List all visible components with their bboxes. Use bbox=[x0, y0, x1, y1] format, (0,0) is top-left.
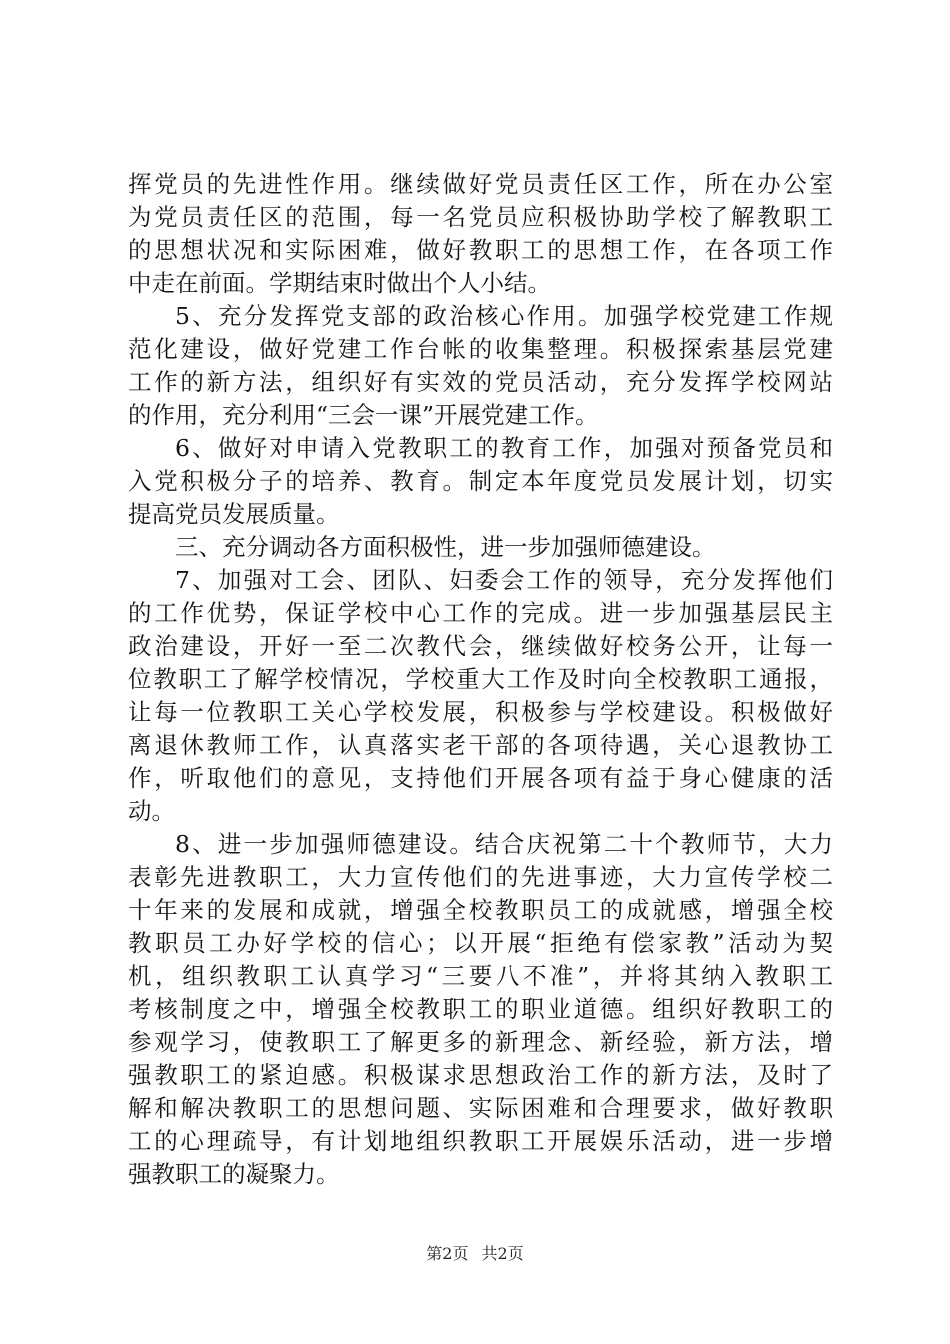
document-body bbox=[128, 168, 833, 1191]
text-line: 范化建设，做好党建工作台帐的收集整理。积极探索基层党建 bbox=[128, 335, 833, 363]
text-line: 政治建设，开好一至二次教代会，继续做好校务公开，让每一 bbox=[128, 632, 833, 660]
text-line: 十年来的发展和成就，增强全校教职员工的成就感，增强全校 bbox=[128, 896, 833, 924]
text-line: 7、加强对工会、团队、妇委会工作的领导，充分发挥他们 bbox=[175, 566, 833, 594]
section-heading-3 bbox=[128, 531, 833, 564]
text-line: 6、做好对申请入党教职工的教育工作，加强对预备党员和 bbox=[175, 434, 833, 462]
text-line: 离退休教师工作，认真落实老干部的各项待遇，关心退教协工 bbox=[128, 731, 833, 759]
page-footer bbox=[0, 1243, 950, 1265]
text-line: 的工作优势，保证学校中心工作的完成。进一步加强基层民主 bbox=[128, 599, 833, 627]
text-line: 工的心理疏导，有计划地组织教职工开展娱乐活动，进一步增 bbox=[128, 1127, 833, 1155]
text-line: 中走在前面。学期结束时做出个人小结。 bbox=[128, 269, 551, 297]
text-line: 考核制度之中，增强全校教职工的职业道德。组织好教职工的 bbox=[128, 995, 833, 1023]
text-line: 参观学习，使教职工了解更多的新理念、新经验，新方法，增 bbox=[128, 1028, 833, 1056]
text-line: 工作的新方法，组织好有实效的党员活动，充分发挥学校网站 bbox=[128, 368, 833, 396]
paragraph-item-7 bbox=[128, 564, 833, 828]
text-line: 提高党员发展质量。 bbox=[128, 500, 340, 528]
text-line: 表彰先进教职工，大力宣传他们的先进事迹，大力宣传学校二 bbox=[128, 863, 833, 891]
section-heading-text: 三、充分调动各方面积极性，进一步加强师德建设。 bbox=[175, 533, 716, 561]
text-line: 入党积极分子的培养、教育。制定本年度党员发展计划，切实 bbox=[128, 467, 833, 495]
paragraph-item-8 bbox=[128, 828, 833, 1191]
page-number: 第2页 bbox=[426, 1244, 469, 1263]
text-line: 位教职工了解学校情况，学校重大工作及时向全校教职工通报， bbox=[128, 665, 833, 693]
text-line: 解和解决教职工的思想问题、实际困难和合理要求，做好教职 bbox=[128, 1094, 833, 1122]
text-line: 的思想状况和实际困难，做好教职工的思想工作，在各项工作 bbox=[128, 236, 833, 264]
text-line: 挥党员的先进性作用。继续做好党员责任区工作，所在办公室 bbox=[128, 170, 833, 198]
text-line: 强教职工的紧迫感。积极谋求思想政治工作的新方法，及时了 bbox=[128, 1061, 833, 1089]
paragraph-item-6 bbox=[128, 432, 833, 531]
text-line: 让每一位教职工关心学校发展，积极参与学校建设。积极做好 bbox=[128, 698, 833, 726]
text-line: 强教职工的凝聚力。 bbox=[128, 1160, 340, 1188]
page-total: 共2页 bbox=[481, 1244, 524, 1263]
paragraph-continuation bbox=[128, 168, 833, 300]
text-line: 作，听取他们的意见，支持他们开展各项有益于身心健康的活 bbox=[128, 764, 833, 792]
text-line: 动。 bbox=[128, 797, 175, 825]
text-line: 机，组织教职工认真学习“三要八不准”，并将其纳入教职工 bbox=[128, 962, 833, 990]
text-line: 8、进一步加强师德建设。结合庆祝第二十个教师节，大力 bbox=[175, 830, 833, 858]
text-line: 的作用，充分利用“三会一课”开展党建工作。 bbox=[128, 401, 599, 429]
paragraph-item-5 bbox=[128, 300, 833, 432]
text-line: 为党员责任区的范围，每一名党员应积极协助学校了解教职工 bbox=[128, 203, 833, 231]
text-line: 5、充分发挥党支部的政治核心作用。加强学校党建工作规 bbox=[175, 302, 833, 330]
text-line: 教职员工办好学校的信心；以开展“拒绝有偿家教”活动为契 bbox=[128, 929, 833, 957]
